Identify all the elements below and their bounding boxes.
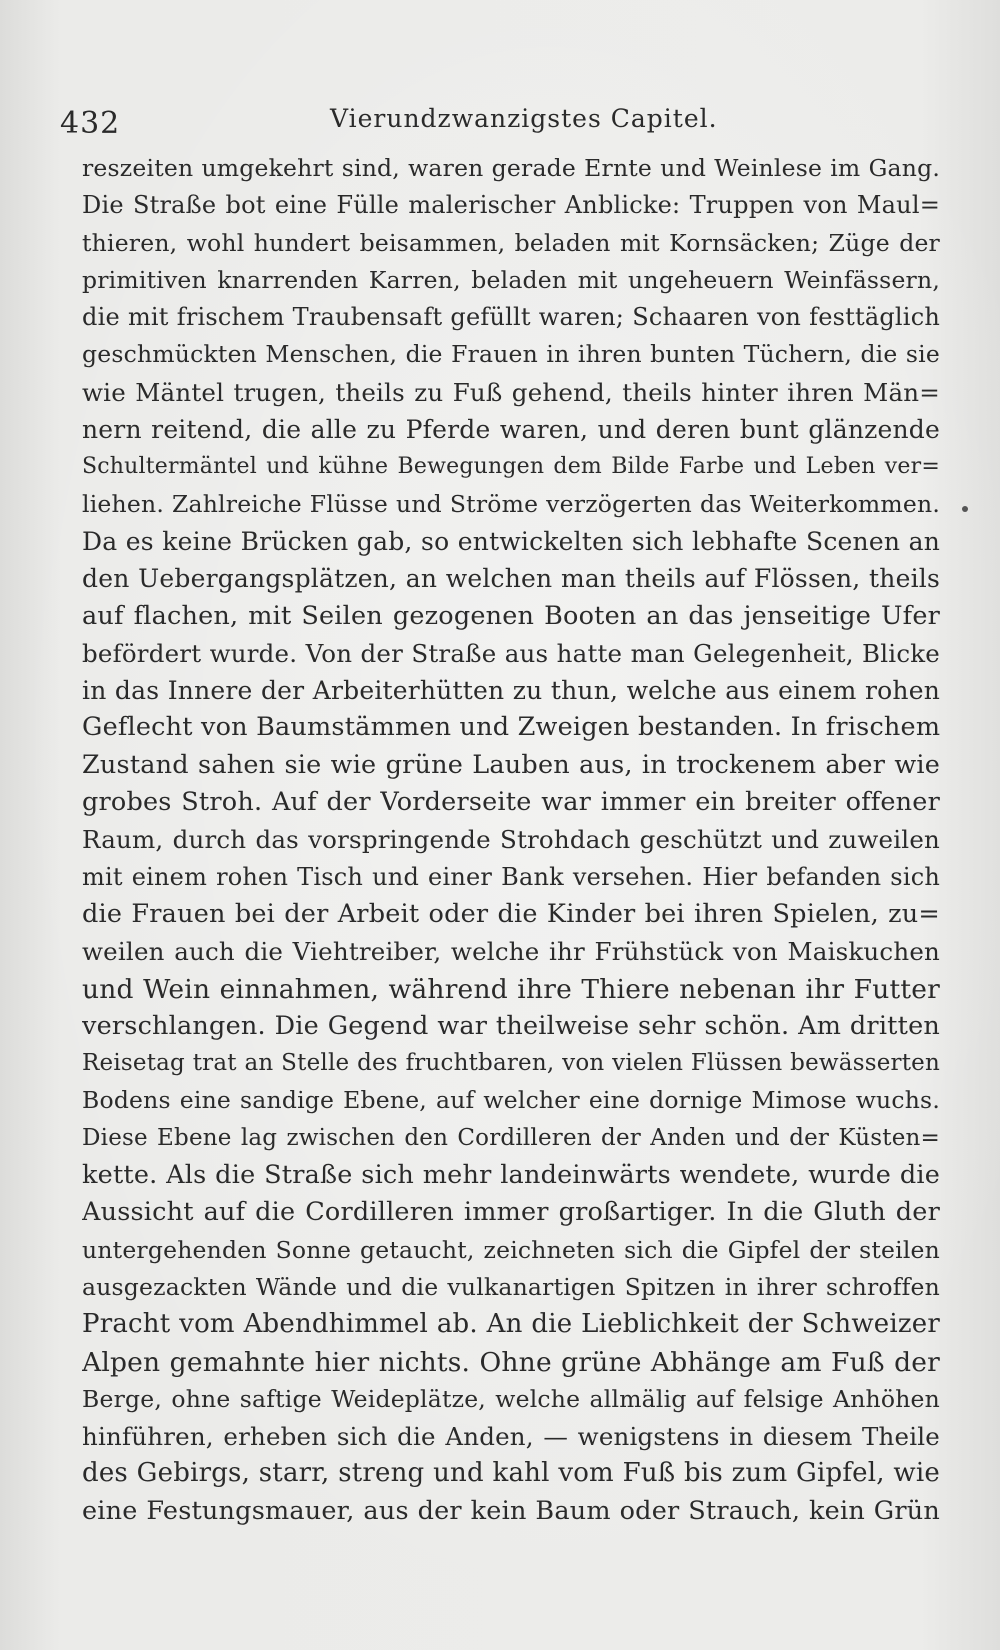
text-line: hinführen, erheben sich die Anden, — wenigstens in diesem Theile	[82, 1422, 940, 1452]
text-line: liehen. Zahlreiche Flüsse und Ströme verzögerten das Weiterkommen.	[82, 489, 940, 518]
text-line: weilen auch die Viehtreiber, welche ihr Frühstück von Maiskuchen	[82, 937, 940, 967]
text-line: thieren, wohl hundert beisammen, beladen mit Kornsäcken; Züge der	[82, 228, 940, 257]
text-line: Geflecht von Baumstämmen und Zweigen bestanden. In frischem	[82, 712, 940, 743]
text-line: untergehenden Sonne getaucht, zeichneten sich die Gipfel der steilen	[82, 1235, 940, 1264]
text-line: mit einem rohen Tisch und einer Bank versehen. Hier befanden sich	[82, 862, 940, 891]
text-line: reszeiten umgekehrt sind, waren gerade Ernte und Weinlese im Gang.	[82, 154, 940, 182]
ink-speck	[962, 506, 968, 512]
text-line: Da es keine Brücken gab, so entwickelten sich lebhafte Scenen an	[82, 526, 940, 556]
text-line: Bodens eine sandige Ebene, auf welcher eine dornige Mimose wuchs.	[82, 1086, 940, 1115]
text-line: Schultermäntel und kühne Bewegungen dem Bilde Farbe und Leben ver=	[82, 454, 940, 480]
text-line: Reisetag trat an Stelle des fruchtbaren, von vielen Flüssen bewässerten	[82, 1050, 940, 1077]
text-line: auf flachen, mit Seilen gezogenen Booten an das jenseitige Ufer	[82, 600, 940, 631]
text-line: die mit frischem Traubensaft gefüllt waren; Schaaren von festtäglich	[82, 303, 940, 332]
text-line: die Frauen bei der Arbeit oder die Kinder bei ihren Spielen, zu=	[82, 898, 940, 929]
text-line: kette. Als die Straße sich mehr landeinwärts wendete, wurde die	[82, 1160, 940, 1191]
running-head	[60, 96, 940, 140]
text-line: verschlangen. Die Gegend war theilweise sehr schön. Am dritten	[82, 1010, 940, 1041]
text-line: des Gebirgs, starr, streng und kahl vom Fuß bis zum Gipfel, wie	[82, 1458, 940, 1489]
text-line: in das Innere der Arbeiterhütten zu thun, welche aus einem rohen	[82, 676, 940, 706]
text-line: Raum, durch das vorspringende Strohdach geschützt und zuweilen	[82, 825, 940, 855]
text-line: Pracht vom Abendhimmel ab. An die Lieblichkeit der Schweizer	[82, 1309, 940, 1340]
text-line: Aussicht auf die Cordilleren immer großartiger. In die Gluth der	[82, 1197, 940, 1228]
text-line: Zustand sahen sie wie grüne Lauben aus, in trockenem aber wie	[82, 749, 940, 780]
body-text	[82, 150, 940, 1530]
text-line: primitiven knarrenden Karren, beladen mit ungeheuern Weinfässern,	[82, 265, 940, 294]
text-line: und Wein einnahmen, während ihre Thiere nebenan ihr Futter	[82, 973, 940, 1005]
chapter-title: Vierundzwanzigstes Capitel.	[330, 104, 718, 133]
text-line: geschmückten Menschen, die Frauen in ihren bunten Tüchern, die sie	[82, 340, 940, 369]
text-line: ausgezackten Wände und die vulkanartigen Spitzen in ihrer schroffen	[82, 1272, 940, 1301]
text-line: den Uebergangsplätzen, an welchen man theils auf Flössen, theils	[82, 564, 940, 594]
text-line: Diese Ebene lag zwischen den Cordilleren der Anden und der Küsten=	[82, 1124, 940, 1151]
text-line: befördert wurde. Von der Straße aus hatte man Gelegenheit, Blicke	[82, 638, 940, 668]
text-line: wie Mäntel trugen, theils zu Fuß gehend, theils hinter ihren Män=	[82, 377, 940, 407]
text-line: grobes Stroh. Auf der Vorderseite war immer ein breiter offener	[82, 787, 940, 818]
text-line: eine Festungsmauer, aus der kein Baum oder Strauch, kein Grün	[82, 1495, 940, 1526]
text-line: Berge, ohne saftige Weideplätze, welche allmälig auf felsige Anhöhen	[82, 1384, 940, 1413]
page-number: 432	[60, 106, 121, 141]
text-line: Die Straße bot eine Fülle malerischer Anblicke: Truppen von Maul=	[82, 191, 940, 220]
text-line: nern reitend, die alle zu Pferde waren, und deren bunt glänzende	[82, 415, 940, 445]
text-line: Alpen gemahnte hier nichts. Ohne grüne Abhänge am Fuß der	[82, 1346, 940, 1378]
